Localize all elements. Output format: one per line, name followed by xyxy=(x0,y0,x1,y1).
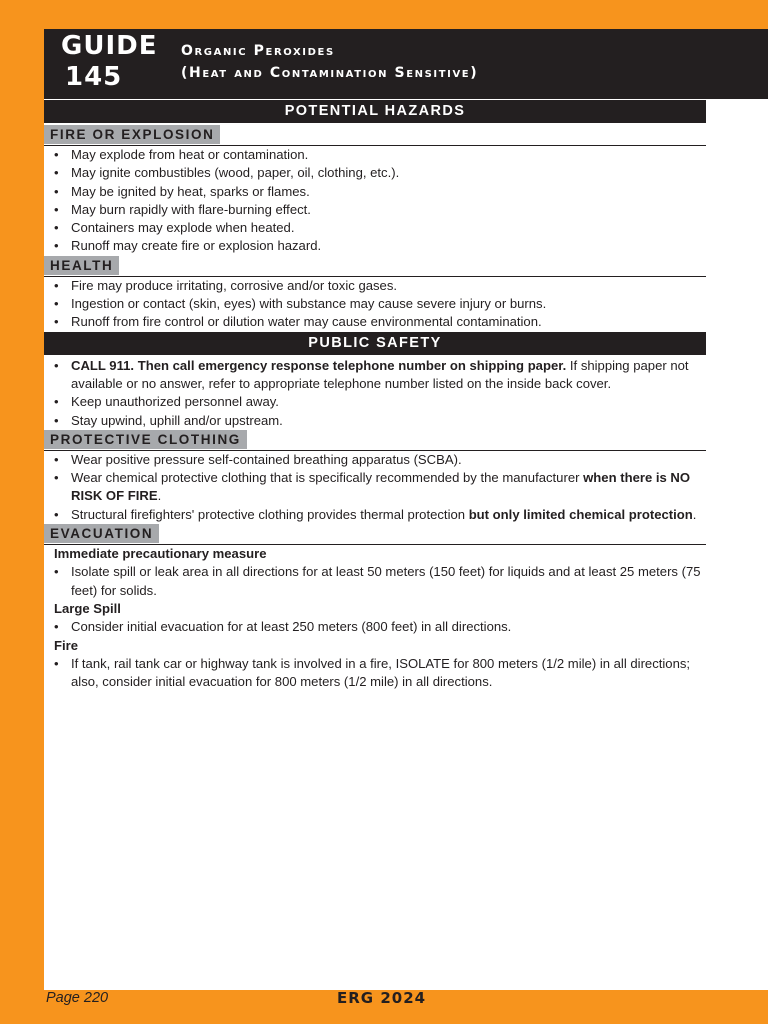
bullet: • xyxy=(54,451,59,467)
list-item xyxy=(44,219,706,237)
list-item xyxy=(44,277,706,295)
potential-hazards-heading: POTENTIAL HAZARDS xyxy=(44,100,706,123)
guide-page xyxy=(44,29,768,990)
list-item-text: May explode from heat or contamination. xyxy=(71,147,309,162)
immediate-measure-list xyxy=(44,563,706,600)
list-item-text: Isolate spill or leak area in all directions for at least 50 meters (150 feet) for liquids and at least 25 meters (75 feet) for solids. xyxy=(71,564,701,598)
bullet: • xyxy=(54,619,59,635)
list-item xyxy=(44,201,706,219)
list-item-text: Runoff from fire control or dilution water may cause environmental contamination. xyxy=(71,314,542,330)
list-item xyxy=(44,563,706,600)
list-item-text: Fire may produce irritating, corrosive and/or toxic gases. xyxy=(71,277,398,293)
list-item-text: Wear positive pressure self-contained breathing apparatus (SCBA). xyxy=(71,451,462,467)
large-spill-list xyxy=(44,618,706,636)
list-item xyxy=(44,618,706,636)
public-safety-list xyxy=(44,357,706,430)
list-item-text: If tank, rail tank car or highway tank is involved in a fire, ISOLATE for 800 meters (1/2 mile) in all directions; also, consider initial evacuation for 800 meters (1/2 mile) in all directions. xyxy=(71,655,691,690)
list-item-text: Structural firefighters' protective clothing provides thermal protection xyxy=(71,506,469,522)
list-item-text: Stay upwind, uphill and/or upstream. xyxy=(71,412,283,428)
guide-header xyxy=(44,29,768,99)
list-item xyxy=(44,506,706,524)
bullet: • xyxy=(54,201,59,217)
list-item-end: . xyxy=(157,488,162,504)
list-item-text: Consider initial evacuation for at least 250 meters (800 feet) in all directions. xyxy=(71,619,512,635)
list-item-text: Wear chemical protective clothing that is specifically recommended by the manufacturer xyxy=(71,470,584,486)
list-item xyxy=(44,357,706,394)
guide-title-line2: (Heat and Contamination Sensitive) xyxy=(181,65,479,81)
list-item xyxy=(44,655,706,692)
list-item xyxy=(44,412,706,430)
evacuation-heading xyxy=(44,524,706,545)
bullet: • xyxy=(54,277,59,293)
page-footer xyxy=(44,988,768,1012)
guide-number: 145 xyxy=(65,62,123,92)
guide-title xyxy=(181,40,478,84)
list-item xyxy=(44,393,706,411)
bullet: • xyxy=(54,238,59,254)
protective-clothing-label: PROTECTIVE CLOTHING xyxy=(44,430,247,449)
bullet: • xyxy=(54,412,59,428)
page-number: Page 220 xyxy=(46,990,109,1006)
immediate-measure-heading: Immediate precautionary measure xyxy=(54,546,267,562)
list-item-text: May be ignited by heat, sparks or flames. xyxy=(71,183,310,199)
bullet: • xyxy=(54,357,59,373)
list-item xyxy=(44,164,706,182)
list-item-text: Runoff may create fire or explosion hazard. xyxy=(71,238,322,254)
guide-title-line1: Organic Peroxides xyxy=(181,43,335,59)
list-item xyxy=(44,183,706,201)
list-item-text: Ingestion or contact (skin, eyes) with substance may cause severe injury or burns. xyxy=(71,296,547,312)
fire-or-explosion-list xyxy=(44,146,706,256)
health-list xyxy=(44,277,706,332)
no-risk-of-fire-text: when there is NO RISK OF FIRE xyxy=(71,470,691,504)
list-item-text: If shipping paper not available or no answer, refer to appropriate telephone number listed on the inside back cover. xyxy=(71,357,689,391)
bullet: • xyxy=(54,470,59,486)
book-title: ERG 2024 xyxy=(337,989,427,1007)
fire-or-explosion-label: FIRE OR EXPLOSION xyxy=(44,125,220,144)
bullet: • xyxy=(54,506,59,522)
list-item xyxy=(44,313,706,331)
call-911-text: CALL 911. Then call emergency response telephone number on shipping paper. xyxy=(71,357,567,373)
evacuation-label: EVACUATION xyxy=(44,524,159,543)
public-safety-heading: PUBLIC SAFETY xyxy=(44,332,706,355)
bullet: • xyxy=(54,220,59,236)
list-item-text: Keep unauthorized personnel away. xyxy=(71,394,279,410)
list-item xyxy=(44,295,706,313)
bullet: • xyxy=(54,655,59,671)
bullet: • xyxy=(54,296,59,312)
guide-label xyxy=(61,31,171,93)
bullet: • xyxy=(54,165,59,181)
protective-clothing-heading xyxy=(44,430,706,451)
bullet: • xyxy=(54,394,59,410)
bullet: • xyxy=(54,314,59,330)
list-item-text: May burn rapidly with flare-burning effect. xyxy=(71,201,311,217)
bullet: • xyxy=(54,183,59,199)
list-item xyxy=(44,237,706,255)
guide-content xyxy=(44,100,706,691)
health-label: HEALTH xyxy=(44,256,119,275)
bullet: • xyxy=(54,564,59,580)
list-item-text: Containers may explode when heated. xyxy=(71,220,295,236)
list-item-text: May ignite combustibles (wood, paper, oil, clothing, etc.). xyxy=(71,165,400,181)
fire-heading: Fire xyxy=(54,637,79,653)
list-item-end: . xyxy=(692,506,697,522)
protective-clothing-list xyxy=(44,451,706,524)
fire-or-explosion-heading xyxy=(44,125,706,146)
large-spill-heading: Large Spill xyxy=(54,600,121,616)
list-item xyxy=(44,146,706,164)
list-item xyxy=(44,469,706,506)
bullet: • xyxy=(54,147,59,162)
fire-list xyxy=(44,655,706,692)
list-item xyxy=(44,451,706,469)
limited-protection-text: but only limited chemical protection xyxy=(468,506,693,522)
guide-word: GUIDE xyxy=(61,31,158,61)
health-heading xyxy=(44,256,706,277)
